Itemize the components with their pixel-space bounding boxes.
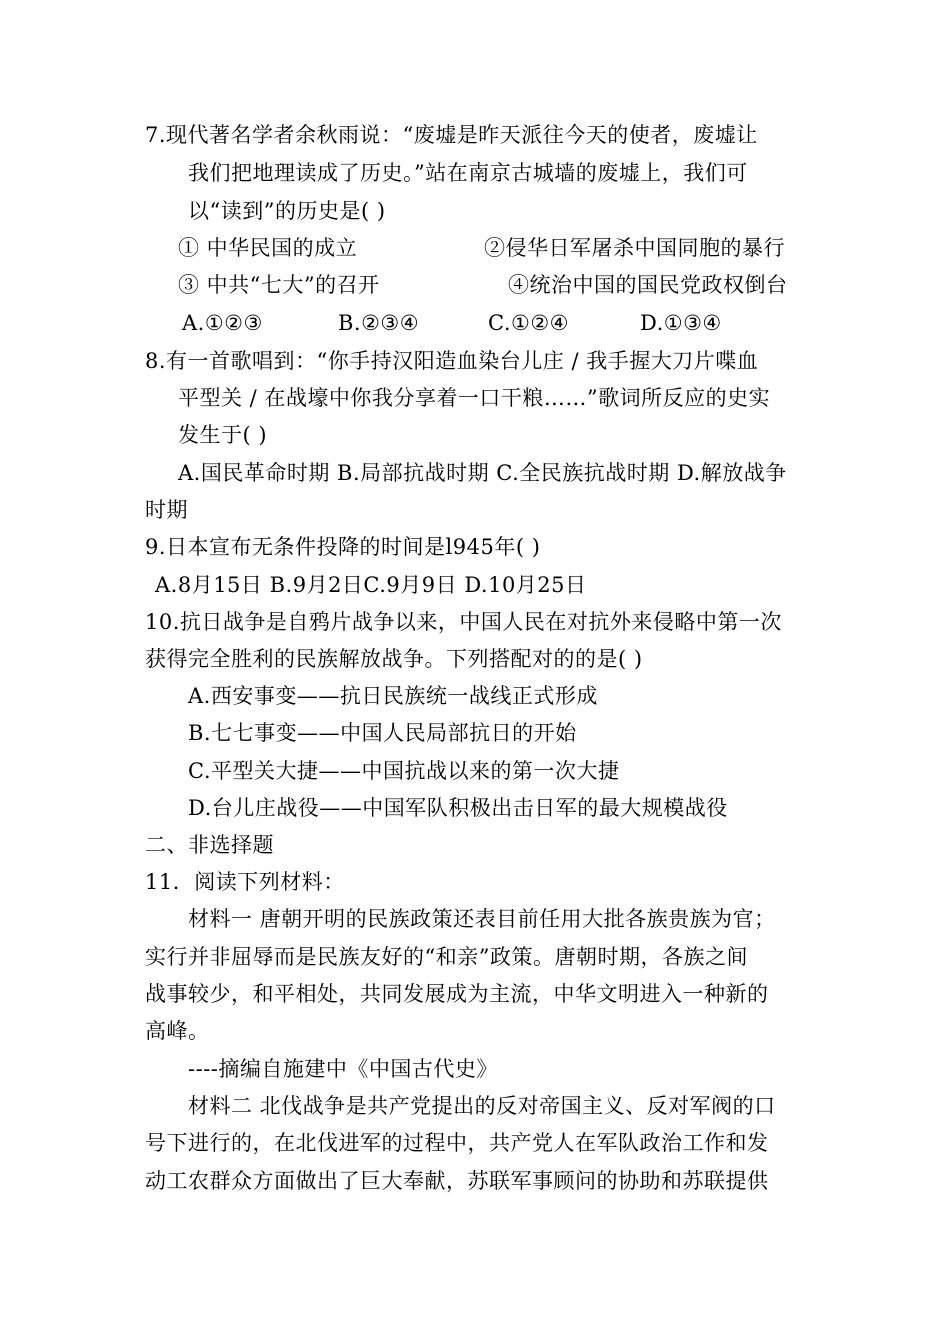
q9-options: A.8月15日 B.9月2日C.9月9日 D.10月25日	[155, 573, 587, 597]
q10-option-a: A.西安事变——抗日民族统一战线正式形成	[188, 684, 598, 708]
q7-stem-line-2: 我们把地理读成了历史。”站在南京古城墙的废墟上，我们可	[188, 161, 748, 185]
q11-material1-line-2: 实行并非屈辱而是民族友好的“和亲”政策。唐朝时期，各族之间	[145, 945, 748, 969]
q8-stem-line-3: 发生于( )	[178, 423, 268, 447]
q7-item-2: ②侵华日军屠杀中国同胞的暴行	[484, 236, 785, 260]
q9-stem: 9.日本宣布无条件投降的时间是l945年( )	[145, 535, 541, 559]
q10-option-c: C.平型关大捷——中国抗战以来的第一次大捷	[188, 759, 620, 783]
q7-item-4: ④统治中国的国民党政权倒台	[508, 273, 788, 297]
q10-option-b: B.七七事变——中国人民局部抗日的开始	[188, 721, 577, 745]
q7-stem-line-1: 7.现代著名学者余秋雨说：“废墟是昨天派往今天的使者，废墟让	[145, 123, 758, 147]
q10-stem-line-1: 10.抗日战争是自鸦片战争以来，中国人民在对抗外来侵略中第一次	[145, 610, 782, 634]
q10-option-d: D.台儿庄战役——中国军队积极出击日军的最大规模战役	[188, 796, 728, 820]
q7-option-a: A.①②③	[182, 311, 263, 335]
q8-stem-line-1: 8.有一首歌唱到：“你手持汉阳造血染台儿庄 / 我手握大刀片喋血	[145, 349, 759, 373]
q7-option-c: C.①②④	[488, 311, 569, 335]
q8-stem-line-2: 平型关 / 在战壕中你我分享着一口干粮……”歌词所反应的史实	[178, 386, 771, 410]
q8-options-line-1: A.国民革命时期 B.局部抗战时期 C.全民族抗战时期 D.解放战争	[178, 461, 787, 485]
q7-option-b: B.②③④	[338, 311, 420, 335]
q10-stem-line-2: 获得完全胜利的民族解放战争。下列搭配对的的是( )	[145, 647, 643, 671]
q11-source1: ----摘编自施建中《中国古代史》	[188, 1057, 498, 1081]
q11-material1-line-3: 战事较少，和平相处，共同发展成为主流，中华文明进入一种新的	[145, 982, 769, 1006]
q7-item-3: ③ 中共“七大”的召开	[178, 273, 380, 297]
q7-item-1: ① 中华民国的成立	[178, 236, 358, 260]
section-title: 二、非选择题	[145, 833, 274, 857]
q11-stem: 11．阅读下列材料：	[145, 870, 345, 894]
q11-material1-line-1: 材料一 唐朝开明的民族政策还表目前任用大批各族贵族为官；	[188, 907, 776, 931]
q7-stem-line-3: 以“读到”的历史是( )	[188, 199, 386, 223]
q8-options-line-2: 时期	[145, 498, 188, 522]
q11-material2-line-2: 号下进行的，在北伐进军的过程中，共产党人在军队政治工作和发	[145, 1131, 769, 1155]
q11-material1-line-4: 高峰。	[145, 1019, 210, 1043]
q11-material2-line-1: 材料二 北伐战争是共产党提出的反对帝国主义、反对军阀的口	[188, 1094, 776, 1118]
q7-option-d: D.①③④	[640, 311, 722, 335]
q11-material2-line-3: 动工农群众方面做出了巨大奉献，苏联军事顾问的协助和苏联提供	[145, 1169, 769, 1193]
